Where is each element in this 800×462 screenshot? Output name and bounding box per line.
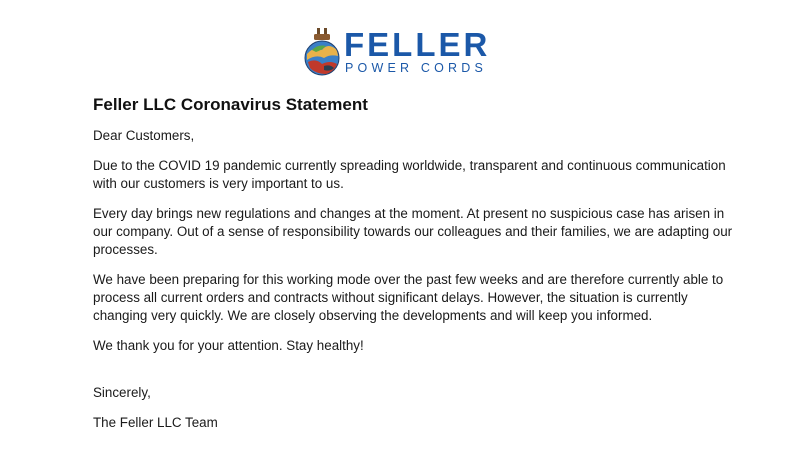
statement-body xyxy=(93,93,733,444)
feller-logo xyxy=(304,28,500,78)
logo-brand-name: FELLER xyxy=(344,26,491,63)
globe-plug-icon xyxy=(304,28,340,78)
page-title: Feller LLC Coronavirus Statement xyxy=(93,95,368,114)
paragraph-1: Due to the COVID 19 pandemic currently spreading worldwide, transparent and continuous communication with our customers is very important to us. xyxy=(93,158,726,191)
closing: Sincerely, xyxy=(93,385,151,400)
paragraph-3: We have been preparing for this working mode over the past few weeks and are therefore currently able to process all current orders and contracts without significant delays. However, the situation is currently changing very quickly. We are closely observing the developments and will keep you informed. xyxy=(93,272,724,323)
salutation: Dear Customers, xyxy=(93,128,195,143)
signature: The Feller LLC Team xyxy=(93,415,218,430)
paragraph-2: Every day brings new regulations and changes at the moment. At present no suspicious case has arisen in our company. Out of a sense of responsibility towards our colleagues and their families, we are adapting our processes. xyxy=(93,206,733,257)
logo-tagline: POWER CORDS xyxy=(345,61,488,75)
paragraph-4: We thank you for your attention. Stay healthy! xyxy=(93,338,364,353)
